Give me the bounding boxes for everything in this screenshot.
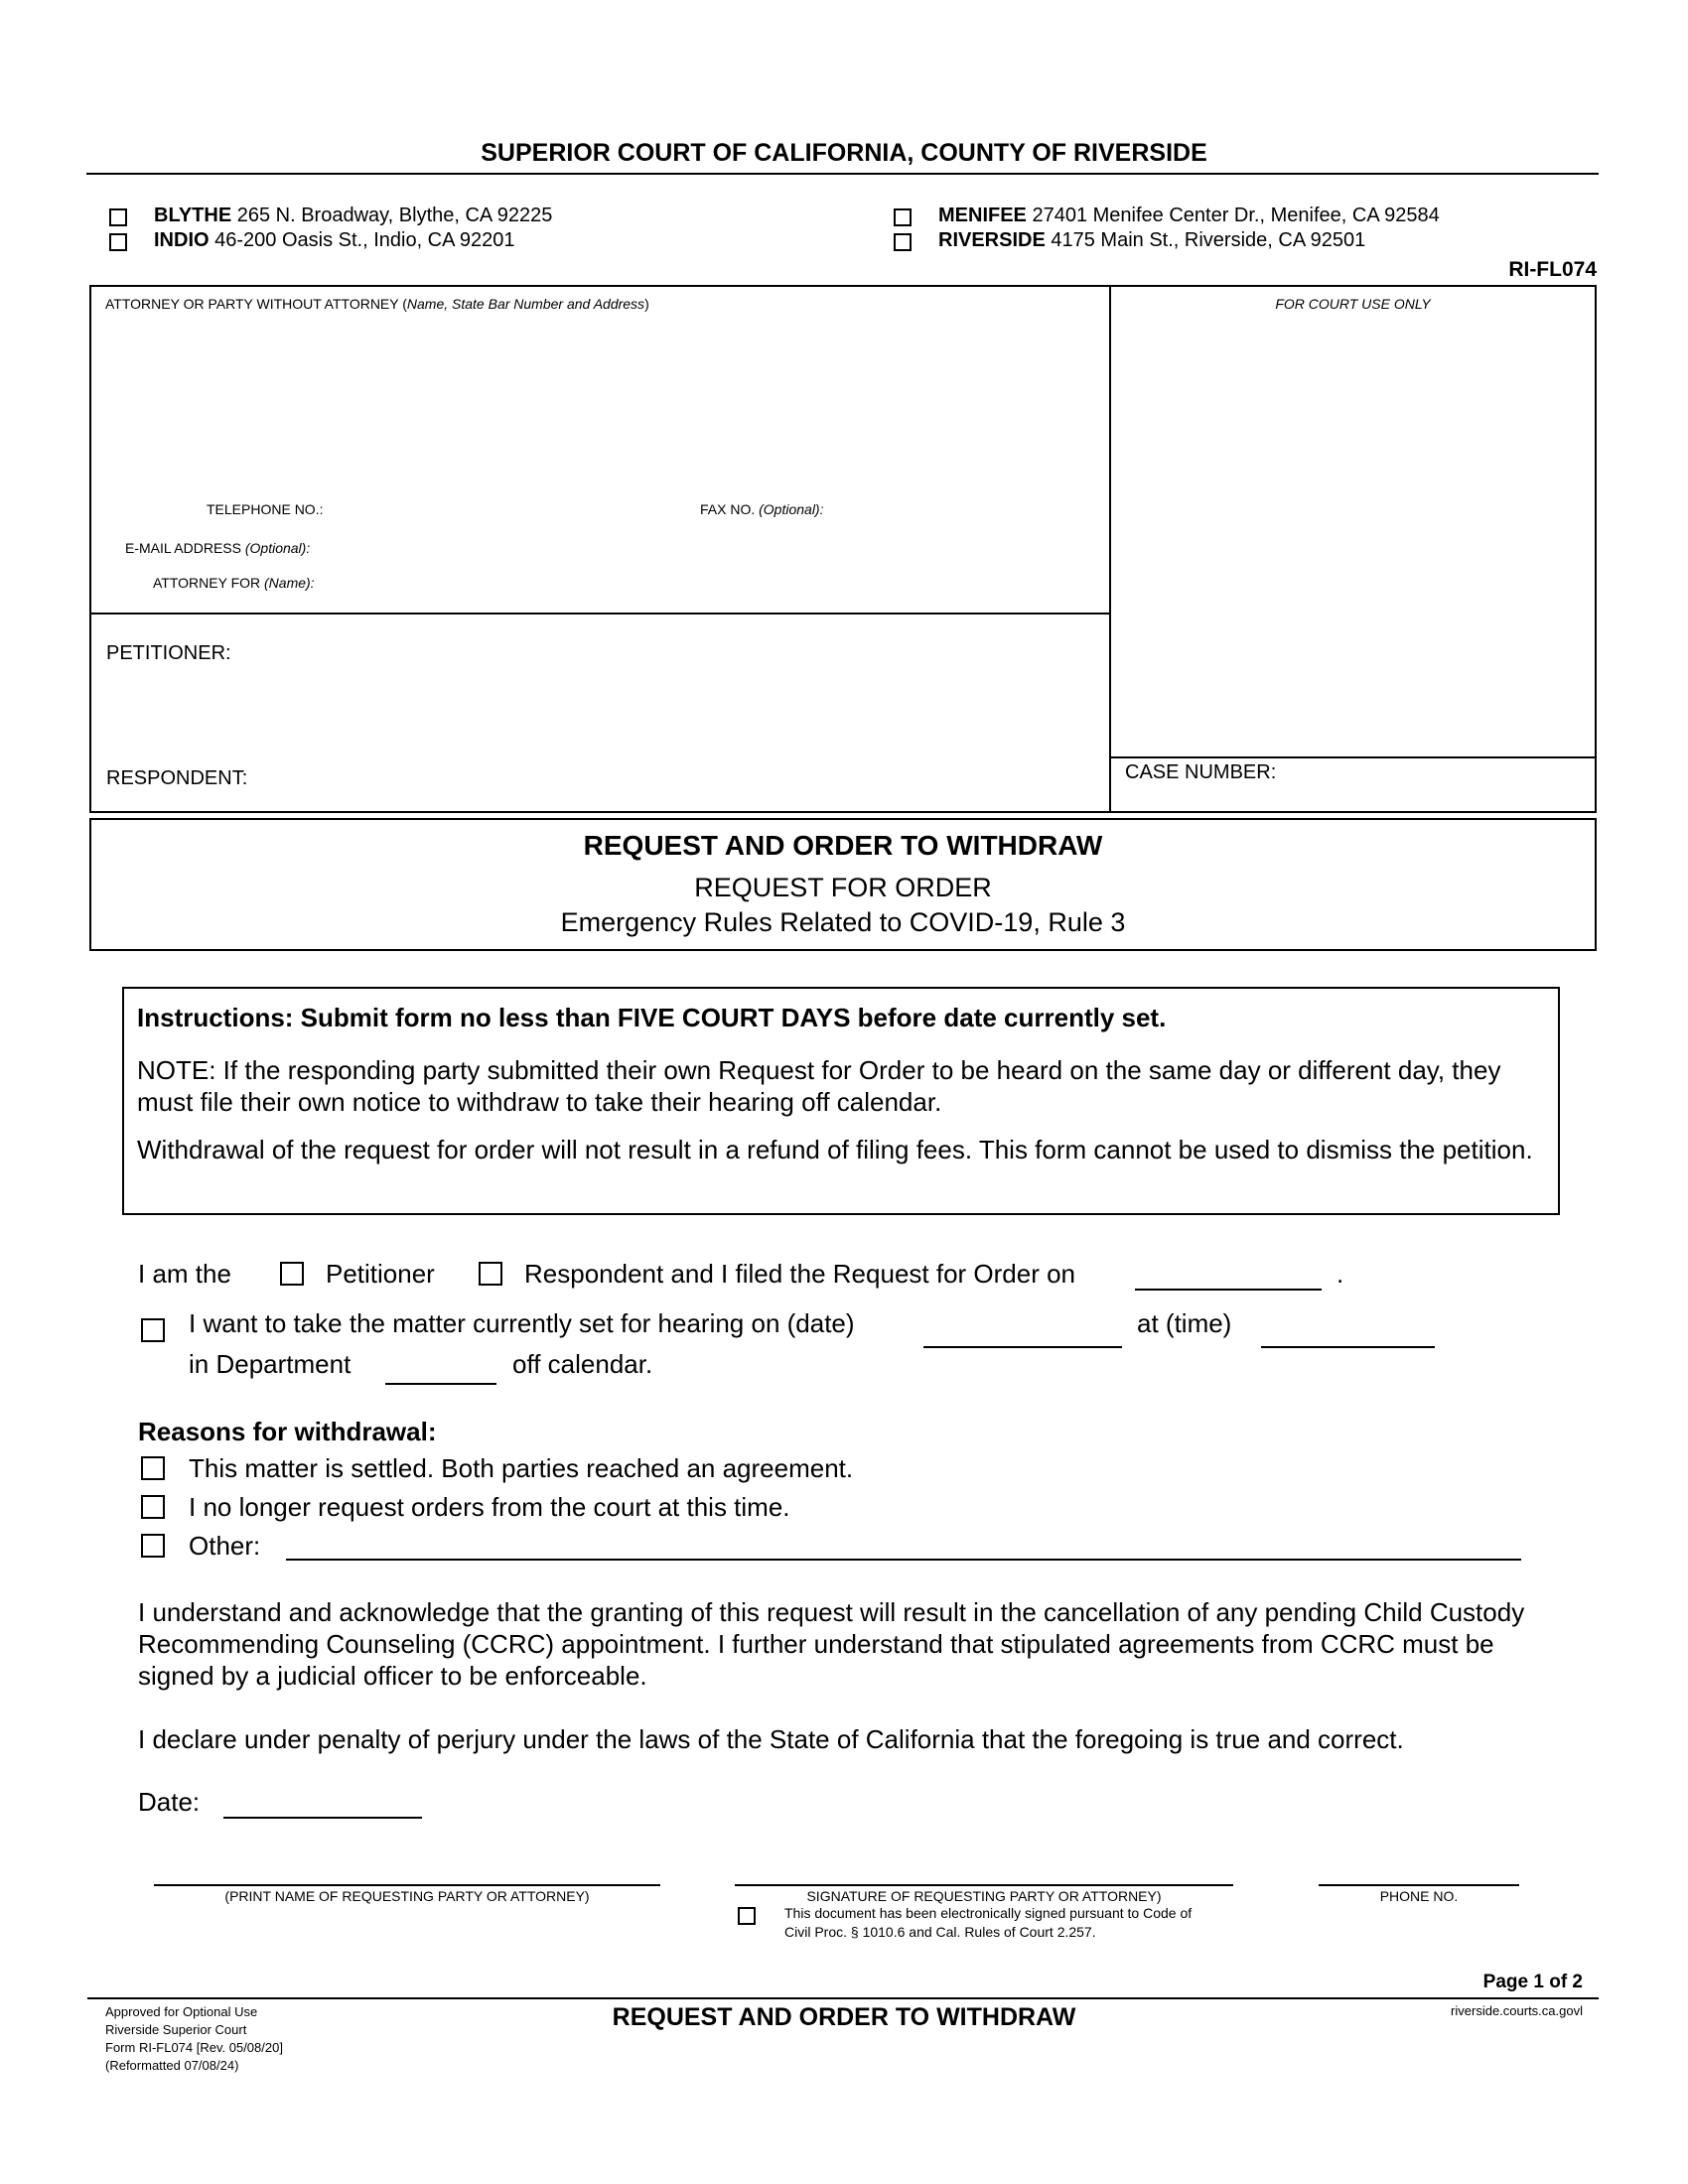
caption-box [89,285,1597,813]
reason-other-checkbox[interactable] [141,1534,165,1558]
footer-left-line: Riverside Superior Court [105,2022,247,2037]
i-am-the-label: I am the [138,1259,231,1289]
form-title: REQUEST AND ORDER TO WITHDRAW [583,830,1103,861]
form-code: RI-FL074 [1508,258,1597,281]
riverside-checkbox[interactable] [894,233,912,251]
attorney-for-label: ATTORNEY FOR (Name): [153,575,315,591]
petitioner-label: PETITIONER: [106,642,231,664]
footer-rule [87,1997,1599,1999]
department-field[interactable] [385,1383,496,1385]
party-period: . [1336,1259,1344,1289]
off-calendar-label: off calendar. [512,1349,653,1379]
page-number: Page 1 of 2 [1482,1972,1583,1992]
attorney-section-rule [89,613,1110,614]
other-reason-field[interactable] [286,1559,1521,1561]
hearing-text: I want to take the matter currently set for hearing on (date) [189,1308,855,1338]
case-number-rule [1109,756,1597,758]
instructions-heading: Instructions: Submit form no less than FIVE COURT DAYS before date currently set. [137,1003,1167,1032]
caption-divider [1109,285,1111,813]
menifee-checkbox[interactable] [894,208,912,226]
attorney-label: ATTORNEY OR PARTY WITHOUT ATTORNEY (Name, State Bar Number and Address) [105,296,649,312]
telephone-label: TELEPHONE NO.: [207,501,324,517]
instructions-note: NOTE: If the responding party submitted their own Request for Order to be heard on the same day or different day, they must file their own notice to withdraw to take their hearing off calendar. [137,1055,1501,1117]
location-riverside: RIVERSIDE 4175 Main St., Riverside, CA 92501 [938,229,1366,251]
reason-settled: This matter is settled. Both parties reached an agreement. [189,1453,854,1483]
petitioner-option: Petitioner [326,1259,435,1289]
footer-website: riverside.courts.ca.govl [1451,2003,1583,2018]
footer-title: REQUEST AND ORDER TO WITHDRAW [612,2003,1076,2031]
print-name-field[interactable] [154,1884,660,1886]
date-label: Date: [138,1787,201,1817]
court-title: SUPERIOR COURT OF CALIFORNIA, COUNTY OF RIVERSIDE [481,139,1207,167]
declare-text: I declare under penalty of perjury under the laws of the State of California that the foregoing is true and correct. [138,1724,1404,1754]
respondent-label: RESPONDENT: [106,767,248,789]
location-blythe: BLYTHE 265 N. Broadway, Blythe, CA 92225 [154,205,553,226]
fax-label: FAX NO. (Optional): [700,501,824,517]
in-department-label: in Department [189,1349,352,1379]
reason-no-longer-checkbox[interactable] [141,1495,165,1519]
reason-no-longer: I no longer request orders from the court at this time. [189,1492,790,1522]
hearing-date-field[interactable] [923,1346,1122,1348]
footer-left-line: Approved for Optional Use [105,2004,258,2019]
at-time-label: at (time) [1137,1308,1232,1338]
reason-other: Other: [189,1531,261,1561]
esign-text: This document has been electronically signed pursuant to Code of Civil Proc. § 1010.6 and Cal. Rules of Court 2.257. [784,1905,1193,1940]
print-name-label: (PRINT NAME OF REQUESTING PARTY OR ATTORNEY) [224,1888,590,1904]
reasons-heading: Reasons for withdrawal: [138,1417,437,1446]
signature-field[interactable] [735,1884,1233,1886]
reason-settled-checkbox[interactable] [141,1456,165,1480]
hearing-time-field[interactable] [1261,1346,1435,1348]
email-label: E-MAIL ADDRESS (Optional): [125,540,311,556]
phone-label: PHONE NO. [1379,1888,1459,1904]
case-number-label: CASE NUMBER: [1125,761,1277,783]
footer-left-line: Form RI-FL074 [Rev. 05/08/20] [105,2040,283,2055]
blythe-checkbox[interactable] [109,208,127,226]
petitioner-checkbox[interactable] [280,1262,304,1286]
location-menifee: MENIFEE 27401 Menifee Center Dr., Menifee, CA 92584 [938,205,1440,226]
phone-field[interactable] [1319,1884,1519,1886]
acknowledge-text: I understand and acknowledge that the granting of this request will result in the cancellation of any pending Child Custody Recommending Counseling (CCRC) appointment. I further understand that stipulated agreements from CCRC must be signed by a judicial officer to be enforceable. [138,1597,1525,1691]
respondent-checkbox[interactable] [479,1262,502,1286]
filed-date-field[interactable] [1135,1289,1322,1291]
court-use-label: FOR COURT USE ONLY [1275,296,1431,312]
esign-checkbox[interactable] [738,1907,756,1925]
respondent-option: Respondent and I filed the Request for Order on [524,1259,1076,1289]
date-field[interactable] [223,1817,422,1819]
hearing-checkbox[interactable] [141,1318,165,1342]
form-subtitle: REQUEST FOR ORDER [694,873,992,902]
footer-left-line: (Reformatted 07/08/24) [105,2058,239,2073]
header-rule [86,173,1599,175]
location-indio: INDIO 46-200 Oasis St., Indio, CA 92201 [154,229,515,251]
form-subtitle-2: Emergency Rules Related to COVID-19, Rule 3 [560,907,1126,937]
indio-checkbox[interactable] [109,233,127,251]
signature-label: SIGNATURE OF REQUESTING PARTY OR ATTORNEY) [806,1888,1162,1904]
instructions-withdrawal: Withdrawal of the request for order will not result in a refund of filing fees. This form cannot be used to dismiss the petition. [137,1135,1533,1164]
